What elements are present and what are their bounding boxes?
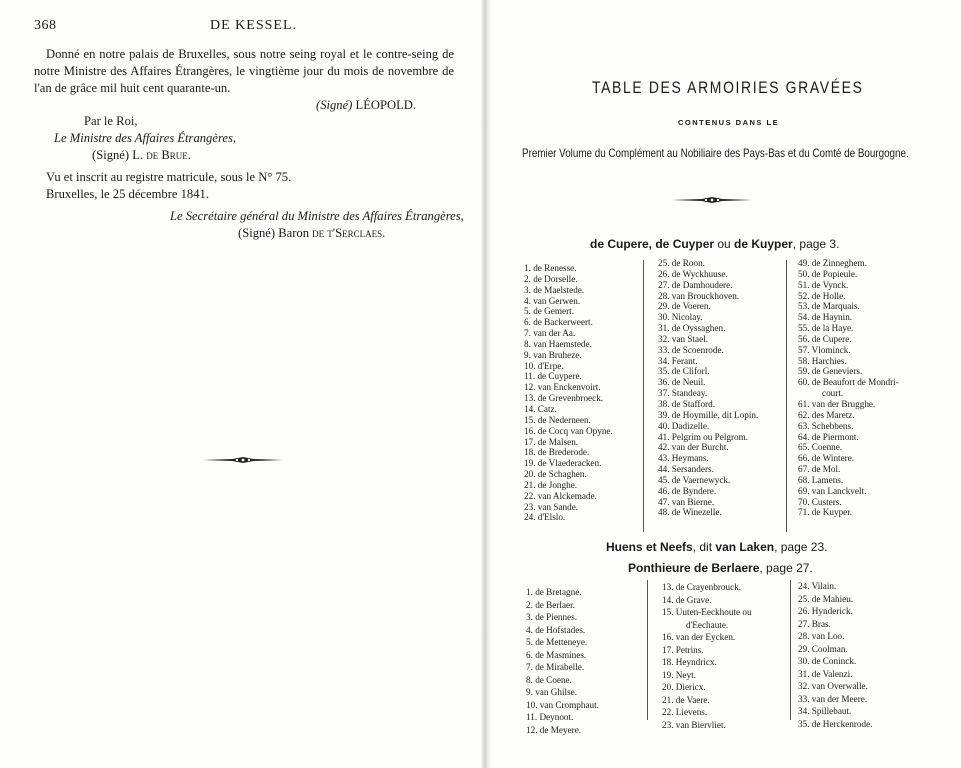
list-item: 37. Standeay. bbox=[658, 388, 708, 399]
table-subtitle: Premier Volume du Complément au Nobiliaire des Pays-Bas et du Comté de Bourgogne. bbox=[522, 146, 909, 160]
list-item: 68. Lamens. bbox=[798, 474, 844, 485]
list-item: 15. de Nederneen. bbox=[524, 414, 591, 425]
list-item: 6. de Masmines. bbox=[526, 649, 587, 660]
list-item: 19. Neyt. bbox=[662, 669, 696, 680]
list-item: 34. Ferant. bbox=[658, 355, 698, 366]
list-item: 12. van Enckenvoirt. bbox=[524, 382, 601, 393]
list-item: court. bbox=[822, 388, 844, 399]
list-item: 28. van Loo. bbox=[798, 631, 845, 641]
list-item: 62. des Maretz. bbox=[798, 409, 855, 420]
list-item: 12. de Meyere. bbox=[526, 724, 582, 735]
list-column-4 bbox=[526, 586, 599, 736]
list-item: 58. Harchies. bbox=[798, 355, 847, 366]
list-item: 31. de Valenzi. bbox=[798, 668, 853, 679]
list-item: 59. de Geneviers. bbox=[798, 366, 863, 377]
right-page bbox=[492, 0, 961, 768]
list-item: 61. van der Brugghe. bbox=[798, 398, 876, 409]
list-item: 29. Coolman. bbox=[798, 643, 848, 654]
list-item: 17. Petrins. bbox=[662, 644, 704, 655]
list-item: 44. Sersanders. bbox=[658, 464, 714, 475]
list-item: 49. de Zinneghem. bbox=[798, 258, 867, 268]
list-item: 46. de Byndere. bbox=[658, 485, 717, 496]
list-item: 34. Spillebaut. bbox=[798, 706, 852, 716]
column-rule bbox=[643, 260, 644, 532]
table-title: TABLE DES ARMOIRIES GRAVÉES bbox=[592, 78, 864, 97]
list-item: 47. van Bierne. bbox=[658, 496, 715, 507]
list-item: 52. de Holle. bbox=[798, 290, 846, 301]
list-item: 56. de Cupere. bbox=[798, 333, 852, 344]
list-item: 16. de Cocq van Opyne. bbox=[524, 425, 613, 436]
list-item: 60. de Beaufort de Mondri- bbox=[798, 377, 899, 388]
list-column-3 bbox=[798, 258, 899, 518]
list-item: 28. van Brouckhoven. bbox=[658, 290, 740, 301]
list-column-5 bbox=[662, 581, 752, 731]
list-item: 10. d'Erpe. bbox=[524, 360, 564, 371]
list-item: 14. de Grave. bbox=[662, 594, 712, 605]
list-item: 5. de Metteneye. bbox=[526, 637, 588, 647]
section-heading-ponthieure: Ponthieure de Berlaere, page 27. bbox=[628, 561, 813, 575]
list-column-2 bbox=[658, 258, 758, 518]
list-item: 1. de Bretagne. bbox=[526, 587, 582, 597]
list-item: 64. de Piermont. bbox=[798, 431, 859, 442]
list-item: 26. Hynderick. bbox=[798, 606, 853, 616]
book-gutter bbox=[481, 0, 491, 768]
list-item: 32. van Stael. bbox=[658, 333, 709, 344]
list-item: 45. de Vaernewyck. bbox=[658, 474, 731, 485]
list-item: 1. de Renesse. bbox=[524, 263, 577, 273]
list-item: 25. de Roon. bbox=[658, 258, 705, 268]
list-item: 63. Schebbens. bbox=[798, 420, 854, 431]
list-item: 3. de Piennes. bbox=[526, 612, 578, 622]
secretaire-title: Le Secrétaire général du Ministre des Affaires Étrangères, bbox=[170, 209, 464, 223]
list-item: 41. Pelgrim ou Pelgrom. bbox=[658, 431, 749, 442]
list-item: 66. de Wintere. bbox=[798, 453, 855, 464]
list-item: 50. de Popieule. bbox=[798, 268, 858, 279]
column-rule bbox=[647, 580, 648, 720]
list-item: 27. Bras. bbox=[798, 618, 831, 629]
list-item: 40. Dadizelle. bbox=[658, 420, 710, 431]
list-item: 23. van Biervliet. bbox=[662, 719, 726, 730]
list-item: d'Eechaute. bbox=[686, 619, 729, 630]
list-item: 33. van der Meere. bbox=[798, 693, 868, 704]
list-item: 16. van der Eycken. bbox=[662, 632, 736, 642]
list-item: 7. de Mirabelle. bbox=[526, 662, 585, 672]
list-item: 4. de Hofstades. bbox=[526, 624, 586, 635]
list-item: 3. de Maelstede. bbox=[524, 284, 585, 295]
list-item: 53. de Marquais. bbox=[798, 301, 860, 312]
list-item: 25. de Mahieu. bbox=[798, 593, 854, 604]
list-item: 14. Catz. bbox=[524, 403, 557, 414]
list-item: 71. de Kuyper. bbox=[798, 507, 853, 518]
list-item: 13. de Crayenbrouck. bbox=[662, 582, 742, 592]
list-item: 21. de Vaere. bbox=[662, 694, 710, 705]
list-item: 8. van Haemstede. bbox=[524, 338, 592, 349]
list-item: 19. de Vlaederacken. bbox=[524, 458, 602, 469]
list-item: 8. de Coene. bbox=[526, 674, 572, 685]
registration-line: Vu et inscrit au registre matricule, sous le N° 75. bbox=[46, 170, 292, 184]
list-item: 36. de Neuil. bbox=[658, 377, 706, 388]
list-item: 38. de Stafford. bbox=[658, 398, 715, 409]
list-item: 21. de Jonghe. bbox=[524, 479, 578, 490]
list-item: 27. de Damhoudere. bbox=[658, 279, 733, 290]
signature-brue: (Signé) L. de Brue. bbox=[92, 148, 191, 162]
list-item: 22. Lievens. bbox=[662, 707, 708, 717]
list-item: 54. de Haynin. bbox=[798, 312, 853, 323]
column-rule bbox=[786, 260, 787, 532]
list-item: 9. van Bruheze. bbox=[524, 349, 582, 360]
ornament-divider bbox=[672, 196, 752, 204]
section-heading-cupere: de Cupere, de Cuyper ou de Kuyper, page 3. bbox=[590, 237, 840, 251]
running-head: DE KESSEL. bbox=[210, 18, 297, 33]
list-item: 67. de Mol. bbox=[798, 464, 841, 475]
list-column-6 bbox=[798, 580, 873, 730]
list-item: 30. de Coninck. bbox=[798, 656, 857, 666]
list-item: 23. van Sande. bbox=[524, 501, 579, 512]
column-rule bbox=[790, 580, 791, 720]
list-item: 43. Heymans. bbox=[658, 453, 709, 464]
list-item: 57. Vlominck. bbox=[798, 344, 851, 355]
list-item: 24. Vilain. bbox=[798, 581, 837, 591]
list-item: 35. de Herckenrode. bbox=[798, 718, 873, 729]
contenus-label: CONTENUS DANS LE bbox=[678, 118, 780, 127]
list-item: 2. de Berlaer. bbox=[526, 599, 575, 610]
list-item: 6. de Backerweert. bbox=[524, 317, 593, 328]
list-item: 22. van Alckemade. bbox=[524, 490, 597, 501]
list-column-1 bbox=[524, 263, 613, 523]
list-item: 11. de Cuypere. bbox=[524, 371, 582, 382]
list-item: 29. de Voeren. bbox=[658, 301, 711, 312]
list-item: 4. van Gerwen. bbox=[524, 295, 581, 306]
list-item: 30. Nicolay. bbox=[658, 312, 703, 323]
list-item: 70. Custers. bbox=[798, 496, 842, 507]
ministre-title: Le Ministre des Affaires Étrangères, bbox=[54, 131, 237, 145]
signature-serclaes: (Signé) Baron de t'Serclaes. bbox=[238, 226, 386, 240]
list-item: 18. Heyndricx. bbox=[662, 657, 717, 667]
list-item: 15. Uuten-Eeckhoute ou bbox=[662, 607, 752, 617]
list-item: 20. Diericx. bbox=[662, 682, 706, 692]
list-item: 17. de Malsen. bbox=[524, 436, 579, 447]
list-item: 13. de Grevenbroeck. bbox=[524, 393, 604, 404]
list-item: 55. de la Haye. bbox=[798, 323, 854, 334]
list-item: 35. de Cliforl. bbox=[658, 366, 710, 377]
list-item: 65. Coenne. bbox=[798, 442, 843, 453]
list-item: 32. van Overwalle. bbox=[798, 681, 868, 691]
list-item: 7. van der Aa. bbox=[524, 328, 576, 339]
list-item: 42. van der Burcht. bbox=[658, 442, 729, 453]
section-heading-huens: Huens et Neefs, dit van Laken, page 23. bbox=[606, 540, 828, 554]
list-item: 69. van Lanckvelt. bbox=[798, 485, 867, 496]
list-item: 39. de Hoymille, dit Lopin. bbox=[658, 409, 759, 420]
list-item: 33. de Scoenrode. bbox=[658, 344, 724, 355]
list-item: 48. de Winezelle. bbox=[658, 507, 722, 518]
left-page bbox=[0, 0, 480, 768]
decree-paragraph: Donné en notre palais de Bruxelles, sous notre seing royal et le contre-seing de notre Ministre des Affaires Étrangères, le vingtième jour du mois de novembre de l'an de grâce mil huit cent quarante-un. bbox=[34, 47, 454, 95]
date-line: Bruxelles, le 25 décembre 1841. bbox=[46, 187, 209, 201]
ornament-divider bbox=[203, 456, 283, 464]
list-item: 10. van Cromphaut. bbox=[526, 699, 599, 710]
list-item: 5. de Gemert. bbox=[524, 306, 575, 317]
list-item: 31. de Oyssaghen. bbox=[658, 323, 726, 334]
list-item: 9. van Ghilse. bbox=[526, 687, 578, 697]
par-le-roi: Par le Roi, bbox=[84, 114, 138, 128]
signature-leopold: (Signé) LÉOPOLD. bbox=[316, 98, 417, 112]
list-item: 20. de Schaghen. bbox=[524, 469, 587, 480]
list-item: 18. de Brederode. bbox=[524, 447, 590, 458]
list-item: 51. de Vynck. bbox=[798, 279, 849, 290]
list-item: 24. d'Elslo. bbox=[524, 512, 566, 523]
list-item: 11. Deynoot. bbox=[526, 712, 574, 722]
page-number: 368 bbox=[34, 18, 57, 33]
list-item: 26. de Wyckhuuse. bbox=[658, 268, 728, 279]
list-item: 2. de Dorselle. bbox=[524, 273, 578, 284]
